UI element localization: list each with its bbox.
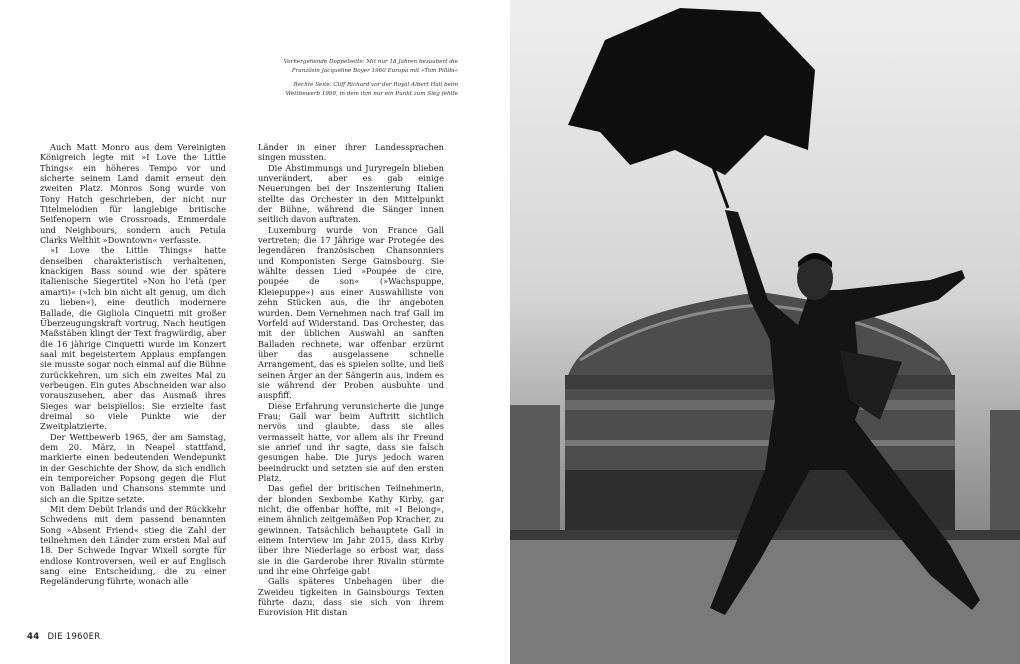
folio bbox=[27, 632, 100, 642]
paragraph: Auch Matt Monro aus dem Vereinigten Königreich legte mit »I Love the Little Things« ein höheres Tempo vor und sicherte seinem Land damit erneut den zweiten Platz. Monros Song wurde von Tony Hatch geschrieben, der nicht nur Titelmelodien für langlebige britische Seifenopern wie Crossroads, Emmerdale und Neighbours, sondern auch Petula Clarks Welthit »Downtown« verfasste. bbox=[40, 142, 226, 246]
paragraph: Galls späteres Unbehagen über die Zweideu tigkeiten in Gainsbourgs Texten führte dazu, dass sie sich von ihrem Eurovision Hit distan bbox=[258, 576, 444, 618]
paragraph: Mit dem Debüt Irlands und der Rückkehr Schwedens mit dem passend benannten Song »Absent Friend« stieg die Zahl der teilnehmen den Länder zum ersten Mal auf 18. Der Schwede Ingvar Wixell sorgte für endlose Kontroversen, weil er auf Englisch sang eine Entscheidung, die zu einer Regeländerung führte, wonach alle bbox=[40, 504, 226, 587]
building-right bbox=[990, 410, 1020, 530]
right-page-photo bbox=[510, 0, 1020, 664]
paragraph: Luxemburg wurde von France Gall vertreten; die 17 Jährige war Protegée des legendären französischen Chansonniers und Komponisten Serge Gainsbourg. Sie wählte dessen Lied »Poupée de cire, poupée de son« (»Wachspuppe, Kleiepuppe«) aus einer Auswahlliste von zehn Stücken aus, die ihr angeboten wurden. Dem Vernehmen nach traf Gall im Vorfeld auf Widerstand. Das Orchester, das mit der üblichen Auswahl an sanften Balladen rechnete, war offenbar erzürnt über das ausgelassene schnelle Arrangement, das es spielen sollte, und ließ seinen Ärger an der Sängerin aus, indem es sie während der Proben ausbuhte und auspfiff. bbox=[258, 224, 444, 401]
building-left bbox=[510, 405, 560, 535]
text-column-2 bbox=[258, 142, 444, 618]
paragraph: Länder in einer ihrer Landessprachen singen mussten. bbox=[258, 142, 444, 163]
text-column-1 bbox=[40, 142, 226, 587]
photo-captions bbox=[262, 58, 458, 104]
page-number: 44 bbox=[27, 632, 40, 642]
umbrella-icon bbox=[568, 8, 815, 208]
paragraph: Der Wettbewerb 1965, der am Samstag, dem 20. März, in Neapel stattfand, markierte einen bedeutenden Wendepunkt in der Geschichte der Show, da sich endlich ein temporeicher Popsong gegen die Flut von Balladen und Chansons stemmte und sich an die Spitze setzte. bbox=[40, 431, 226, 504]
paragraph: Diese Erfahrung verunsicherte die junge Frau; Gall war beim Auftritt sichtlich nervös und glaubte, dass sie alles vermasselt hatte, vor allem als ihr Freund sie anrief und ihr sagte, dass sie falsch gesungen habe. Die Jurys jedoch waren beeindruckt und setzten sie auf den ersten Platz. bbox=[258, 400, 444, 483]
paragraph: Die Abstimmungs und Juryregeln blieben unverändert, aber es gab einige Neuerungen bei der Inszenierung Italien stellte das Orchester in den Mittelpunkt der Bühne, während die Sänger innen seitlich davon auftraten. bbox=[258, 162, 444, 225]
photo-man-jumping-umbrella-icon bbox=[510, 0, 1020, 664]
running-section: DIE 1960ER bbox=[47, 632, 101, 642]
paragraph: »I Love the Little Things« hatte denselben charakteristisch verhaltenen, knackigen Bass sound wie der spätere italienische Siegertitel »Non ho l'età (per amarti)« (»Ich bin nicht alt genug, um dich zu lieben«), eine deutlich modernere Ballade, die Gigliola Cinquetti mit großer Überzeugungskraft vortrug. Nach heutigen Maßstäben klingt der Text fragwürdig, aber die 16 jährige Cinquetti wurde im Konzert saal mit begeistertem Applaus empfangen sie musste sogar noch einmal auf die Bühne zurückkehren, um sich ein zweites Mal zu verbeugen. Ein gutes Abschneiden war also vorauszusehen, aber das Ausmaß ihres Sieges war beispiellos: Sie erzielte fast dreimal so viele Punkte wie der Zweitplatzierte. bbox=[40, 245, 226, 432]
caption-right-page: Rechte Seite: Cliff Richard vor der Royal Albert Hall beim Wettbewerb 1968, in dem ihm nur ein Punkt zum Sieg fehlte bbox=[285, 82, 458, 97]
paragraph: Das gefiel der britischen Teilnehmerin, der blonden Sexbombe Kathy Kirby, gar nicht, die offenbar hoffte, mit »I Belong«, einem ähnlich zeitgemäßen Pop Kracher, zu gewinnen. Tatsächlich behauptete Gall in einem Interview im Jahr 2015, dass Kirby über ihre Niederlage so erbost war, dass sie in die Garderobe ihrer Rivalin stürmte und ihr eine Ohrfeige gab! bbox=[258, 483, 444, 577]
caption-previous-spread: Vorhergehende Doppelseite: Mit nur 18 Jahren bezaubert die Französin Jacqueline Boyer 1960 Europa mit »Tom Pillibi« bbox=[283, 59, 458, 74]
